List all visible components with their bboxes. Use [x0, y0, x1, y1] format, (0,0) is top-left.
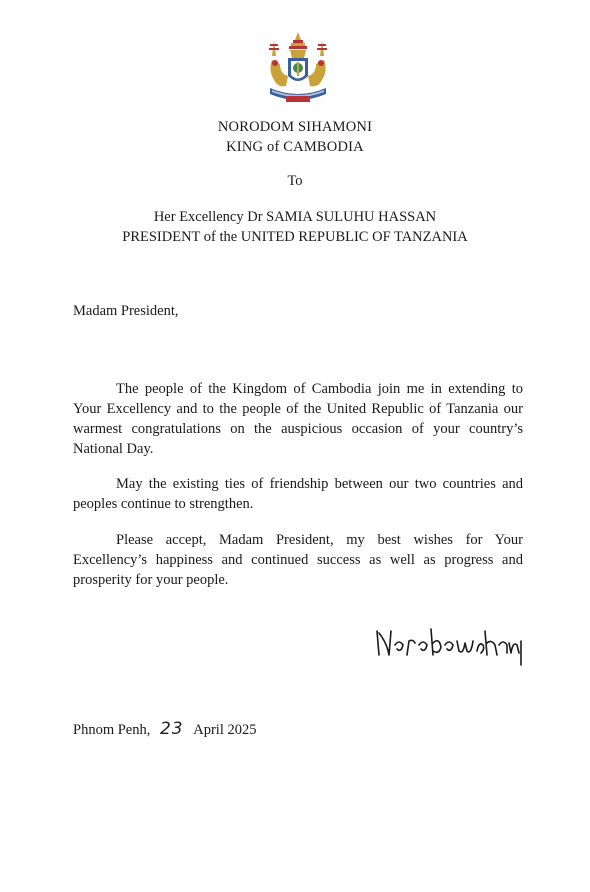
paragraph-text: The people of the Kingdom of Cambodia join me in extending to Your Excellency and to the people of the United Republic of Tanzania our warmest congratulations on the auspicious occasion of your country’s National Day.	[73, 381, 523, 457]
body-paragraph-1	[73, 379, 523, 459]
closing-day-handwritten: 23	[159, 719, 184, 739]
body-paragraph-2	[73, 474, 523, 514]
handwritten-signature-icon	[373, 621, 528, 667]
recipient-name: Her Excellency Dr SAMIA SULUHU HASSAN	[153, 209, 437, 225]
to-label: To	[287, 173, 303, 189]
closing-place: Phnom Penh,	[73, 722, 151, 738]
sender-title: KING of CAMBODIA	[226, 139, 364, 155]
royal-arms-emblem-icon	[262, 30, 334, 104]
body-paragraph-3	[73, 530, 523, 590]
paragraph-text: Please accept, Madam President, my best wishes for Your Excellency’s happiness and continued success as well as progress and prosperity for your people.	[73, 532, 523, 588]
recipient-block	[0, 207, 590, 247]
closing-line	[73, 719, 256, 739]
sender-name: NORODOM SIHAMONI	[217, 119, 373, 135]
paragraph-text: May the existing ties of friendship between our two countries and peoples continue to strengthen.	[73, 476, 523, 512]
recipient-title: PRESIDENT of the UNITED REPUBLIC OF TANZANIA	[122, 229, 468, 245]
salutation: Madam President,	[73, 303, 179, 319]
closing-month-year: April 2025	[193, 722, 257, 738]
sender-block	[0, 117, 590, 157]
